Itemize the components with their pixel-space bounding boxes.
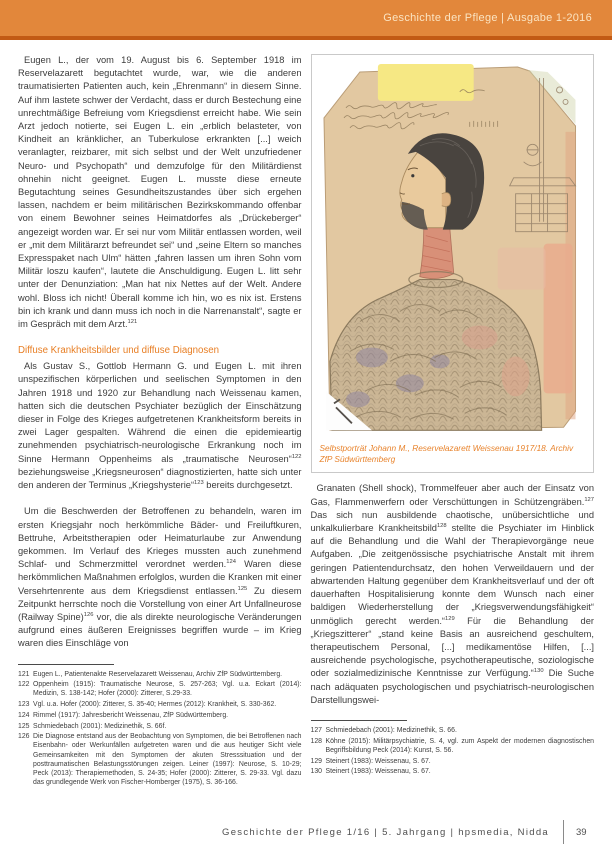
footnote-ref: 130 [533,668,544,675]
footnote [18,722,302,731]
text-run: Granaten (Shell shock), Trommelfeuer aber auch der Einsatz von Gas, Flammenwerfern oder Verschüttungen in Schützengräben. [310,483,594,507]
footnote [18,700,302,709]
footnote-text: Köhne (2015): Militärpsychiatrie, S. 4, vgl. zum Aspekt der modernen diagnostischen Begriffsbildung Peck (2014): Kunst, S. 56. [325,737,594,754]
footer-divider [563,820,564,844]
text-run: Für die Behandlung der „Kriegszitterer“ „stand keine Basis an ausreichend geschultem, therapeutischem Personal, [...] medikamentöse Hilfen, [...] ausreichende psychologische, psychotherapeutische, soziologische oder sozialmedizinische Kenntnisse zur Verfügung.“ [310,615,594,679]
footnote-ref: 121 [127,318,138,325]
footnote-text: Rimmel (1917): Jahresbericht Weissenau, ZfP Südwürttemberg. [33,711,229,719]
text-run: beziehungsweise „Kriegsneurosen“ diagnostizierten, hatte sich unter den anderen der Terminus „Kriegshysterie“ [18,466,302,491]
paragraph-kriegszitterer [311,482,595,706]
footnote-ref: 123 [194,480,204,486]
footnote-text: Vgl. u.a. Hofer (2000): Zitterer, S. 35-40; Hermes (2012): Krankheit, S. 330-362. [33,701,277,709]
two-column-layout [18,54,594,789]
footnote-number: 121 [18,670,30,678]
text-run: vor, die als direkte neurologische Veränderungen aufgrund eines äußeren Ereignisses begriffen wurde – im Krieg waren dies Einschläge von [18,611,302,649]
figure-self-portrait [311,54,595,473]
footnote-number: 129 [310,757,322,765]
text-run: Das sich nun ausbildende chaotische, unübersichtliche und unkalkulierbare Krankheitsbild [310,509,594,534]
footnote-number: 125 [18,722,30,730]
text-run: Waren diese herkömmlichen Maßnahmen erfolglos, wurden die Kranken mit einer Versehrtenrente aus dem Kriegsdienst entlassen. [18,559,302,596]
page-number: 39 [576,826,587,838]
left-column [18,54,302,789]
footnote-rule [18,664,114,665]
paragraph-eugen-l [18,54,302,331]
text-run: bereits durchgesetzt. [203,480,293,491]
footnote [18,732,302,787]
journal-issue-title: Geschichte der Pflege | Ausgabe 1-2016 [383,12,592,24]
text-run: Eugen L., der vom 19. August bis 6. September 1918 im Reservelazarett begutachtet wurde, war, wie die anderen traumatisierten Patienten auch, kein „Ehrenmann“ in diesem Sinne. Auf ihm lastete schwer der Verdacht, dass er durch Bestechung eine unrechtmäßige Befreiung vom Kriegsdienst erreicht habe. Wie sein Arzt jedoch notierte, sei Eugen L. ein „erblich belasteter, von Kindheit an kränklicher, an Tuberkulose erkrankten [...] weich veranlagter, reizbarer, mit sich selbst und der Welt unzufriedener Neuro- und Psychopath“ und demzufolge für den Militärdienst ohnehin nicht geeignet. Eugen L. musste diese erneute Begutachtung seines Gesundheitszustandes über sich ergehen lassen, nachdem er beim militärischen Bezirkskommando offenbar von einem Bewohner seines Heimatdorfes als „Drückeberger“ angezeigt worden war. Er sei nur vom Militär entlassen worden, weil er „mit dem Militärarzt befreundet sei“ und „seine Eltern so manches Expresspaket nach Ulm“ hätten „fahren lassen um ihren Sohn vom Militär loszu kaufen“, lautete die Anschuldigung. Eugen L. litt sehr unter der Denunziation: „Man hat nix Nettes auf der Welt. Andere wohl. Bloss ich nicht! Überall komme ich hin, wo es nix ist. Erstens bin ich krank und dann muss ich noch in die Narrenanstalt“, sagte er im Gespräch mit dem Arzt. [18,55,302,330]
footnote-number: 124 [18,711,30,719]
footnote-ref: 129 [445,615,455,622]
footnote-ref: 127 [584,496,594,503]
footnote-text: Eugen L., Patientenakte Reservelazarett Weissenau, Archiv ZfP Südwürttemberg. [33,670,283,678]
footnote-number: 127 [310,726,322,734]
footnote-number: 128 [310,737,322,745]
section-heading: Diffuse Krankheitsbilder und diffuse Diagnosen [18,345,220,357]
footnote [311,737,595,755]
footnote-ref: 124 [226,559,236,566]
footnote [18,670,302,679]
text-run: Zu diesem Zeitpunkt herrschte noch die Vorstellung von einer Art Unfallneurose (Railway Spine) [18,585,302,622]
footnote-ref: 128 [436,522,447,529]
footnote-number: 126 [18,733,30,741]
page-footer [0,820,594,844]
footnote-ref: 125 [237,585,248,592]
footnote-rule [311,720,407,721]
footnote-number: 122 [18,681,30,689]
footnote [18,680,302,698]
footnote-ref: 122 [291,453,302,460]
self-portrait-image [320,62,586,437]
text-run: Als Gustav S., Gottlob Hermann G. und Eugen L. mit ihren unspezifischen körperlichen und seelischen Symptomen in den Jahren 1918 und 1920 zur Behandlung nach Weissenau kamen, hatten sich die deutschen Psychiater bezüglich der Einschätzung dieser in Folge des Krieges aufgetretenen Krankheitsform bereits in zwei Lager gespalten. Während die einen die epidemieartig zunehmenden psychiatrisch-neurologische Erkrankung noch im Sinne Hermann Oppenheims als „traumatische Neurosen“ [18,361,302,464]
footnote-number: 123 [18,701,30,709]
right-column [311,54,595,789]
header-bar [0,0,612,40]
footnote [311,726,595,735]
paragraph-diagnosen [18,360,302,492]
footnote-text: Schmiedebach (2001): Medizinethik, S. 66. [325,726,457,734]
footnote-text: Steinert (1983): Weissenau, S. 67. [325,768,431,776]
footnote [18,711,302,720]
footnote-text: Steinert (1983): Weissenau, S. 67. [325,757,431,765]
figure-caption: Selbstporträt Johann M., Reservelazarett Weissenau 1917/18. Archiv ZfP Südwürttemberg [319,443,574,464]
footnote-ref: 126 [83,611,94,618]
footer-journal-line: Geschichte der Pflege 1/16 | 5. Jahrgang | hpsmedia, Nidda [222,826,549,838]
text-run: Um die Beschwerden der Betroffenen zu behandeln, waren im ersten Kriegsjahr noch herkömmliche Bäder- und Freiluftkuren, Bettruhe, Arbeitstherapien oder Heimaturlaube zur Anwendung gekommen. Im Verlauf des Krieges mussten auch zunehmend Schlaf- und Schmerzmittel verordnet werden. [18,506,302,570]
text-run: Die Suche nach adäquaten psychologischen und psychiatrisch-neurologischen Darstellungswei- [310,668,594,705]
text-run: stellte die Psychiater im Hinblick auf die Behandlung und die Wahl der Therapievorgänge neue Aufgaben. „Die zeitgenössische psychiatrische Anstalt mit ihrem geringen Patientendurchsatz, den hohen Verweildauern und der abwartenden Haltung gegenüber dem Krankheitsverlauf und der oft dauerhaften Hospitalisierung konnte dem Wunsch nach einer baldigen Wiederherstellung der „Kriegsverwendungsfähigkeit“ unmöglich gerecht werden.“ [310,523,594,626]
footnote [311,757,595,766]
paragraph-behandlung [18,505,302,650]
footnote [311,767,595,776]
footnote-text: Oppenheim (1915): Traumatische Neurose, S. 257-263; Vgl. u.a. Eckart (2014): Medizin, S. 138-142; Hofer (2000): Zitterer, S.29-33. [33,681,302,698]
footnote-text: Die Diagnose entstand aus der Beobachtung von Symptomen, die bei Betroffenen nach Eisenbahn- oder Werkunfällen aufgetreten waren und die aus heutiger Sicht viele Gemeinsamkeiten mit den Symptomen der akuten Stresssituation und der posttraumatischen Belastungsstörungen zeigen. Leiner (1997): Neurose, S. 10-29; Peck (2013): Therapiemethoden, S. 24-35; Hofer (2000): Zitterer, S. 29-33. Vgl. dazu das grundlegende Werk von Fischer-Homberger (1975), S. 36-166. [33,733,302,787]
footnote-number: 130 [310,768,322,776]
footnote-text: Schmiedebach (2001): Medizinethik, S. 66f. [33,722,167,730]
